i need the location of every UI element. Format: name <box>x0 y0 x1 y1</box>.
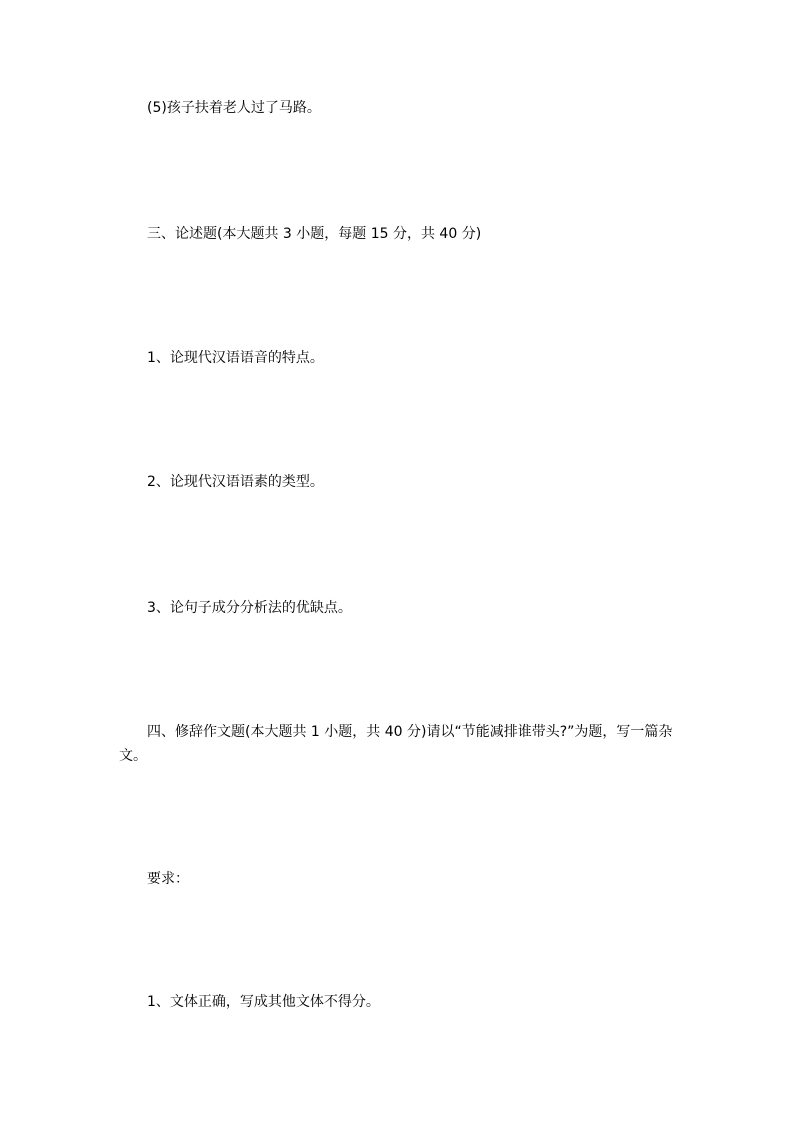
essay-question-3: 3、论句子成分分析法的优缺点。 <box>147 600 352 616</box>
section-heading-essay: 三、论述题(本大题共 3 小题，每题 15 分，共 40 分) <box>147 226 482 242</box>
requirement-item-1: 1、文体正确，写成其他文体不得分。 <box>147 994 380 1010</box>
essay-question-2: 2、论现代汉语语素的类型。 <box>147 474 324 490</box>
requirements-heading: 要求： <box>147 871 189 887</box>
question-item-5: (5)孩子扶着老人过了马路。 <box>147 100 321 116</box>
essay-question-1: 1、论现代汉语语音的特点。 <box>147 350 324 366</box>
section-heading-composition: 四、修辞作文题(本大题共 1 小题，共 40 分)请以“节能减排谁带头?”为题，写一篇杂文。 <box>119 724 673 764</box>
